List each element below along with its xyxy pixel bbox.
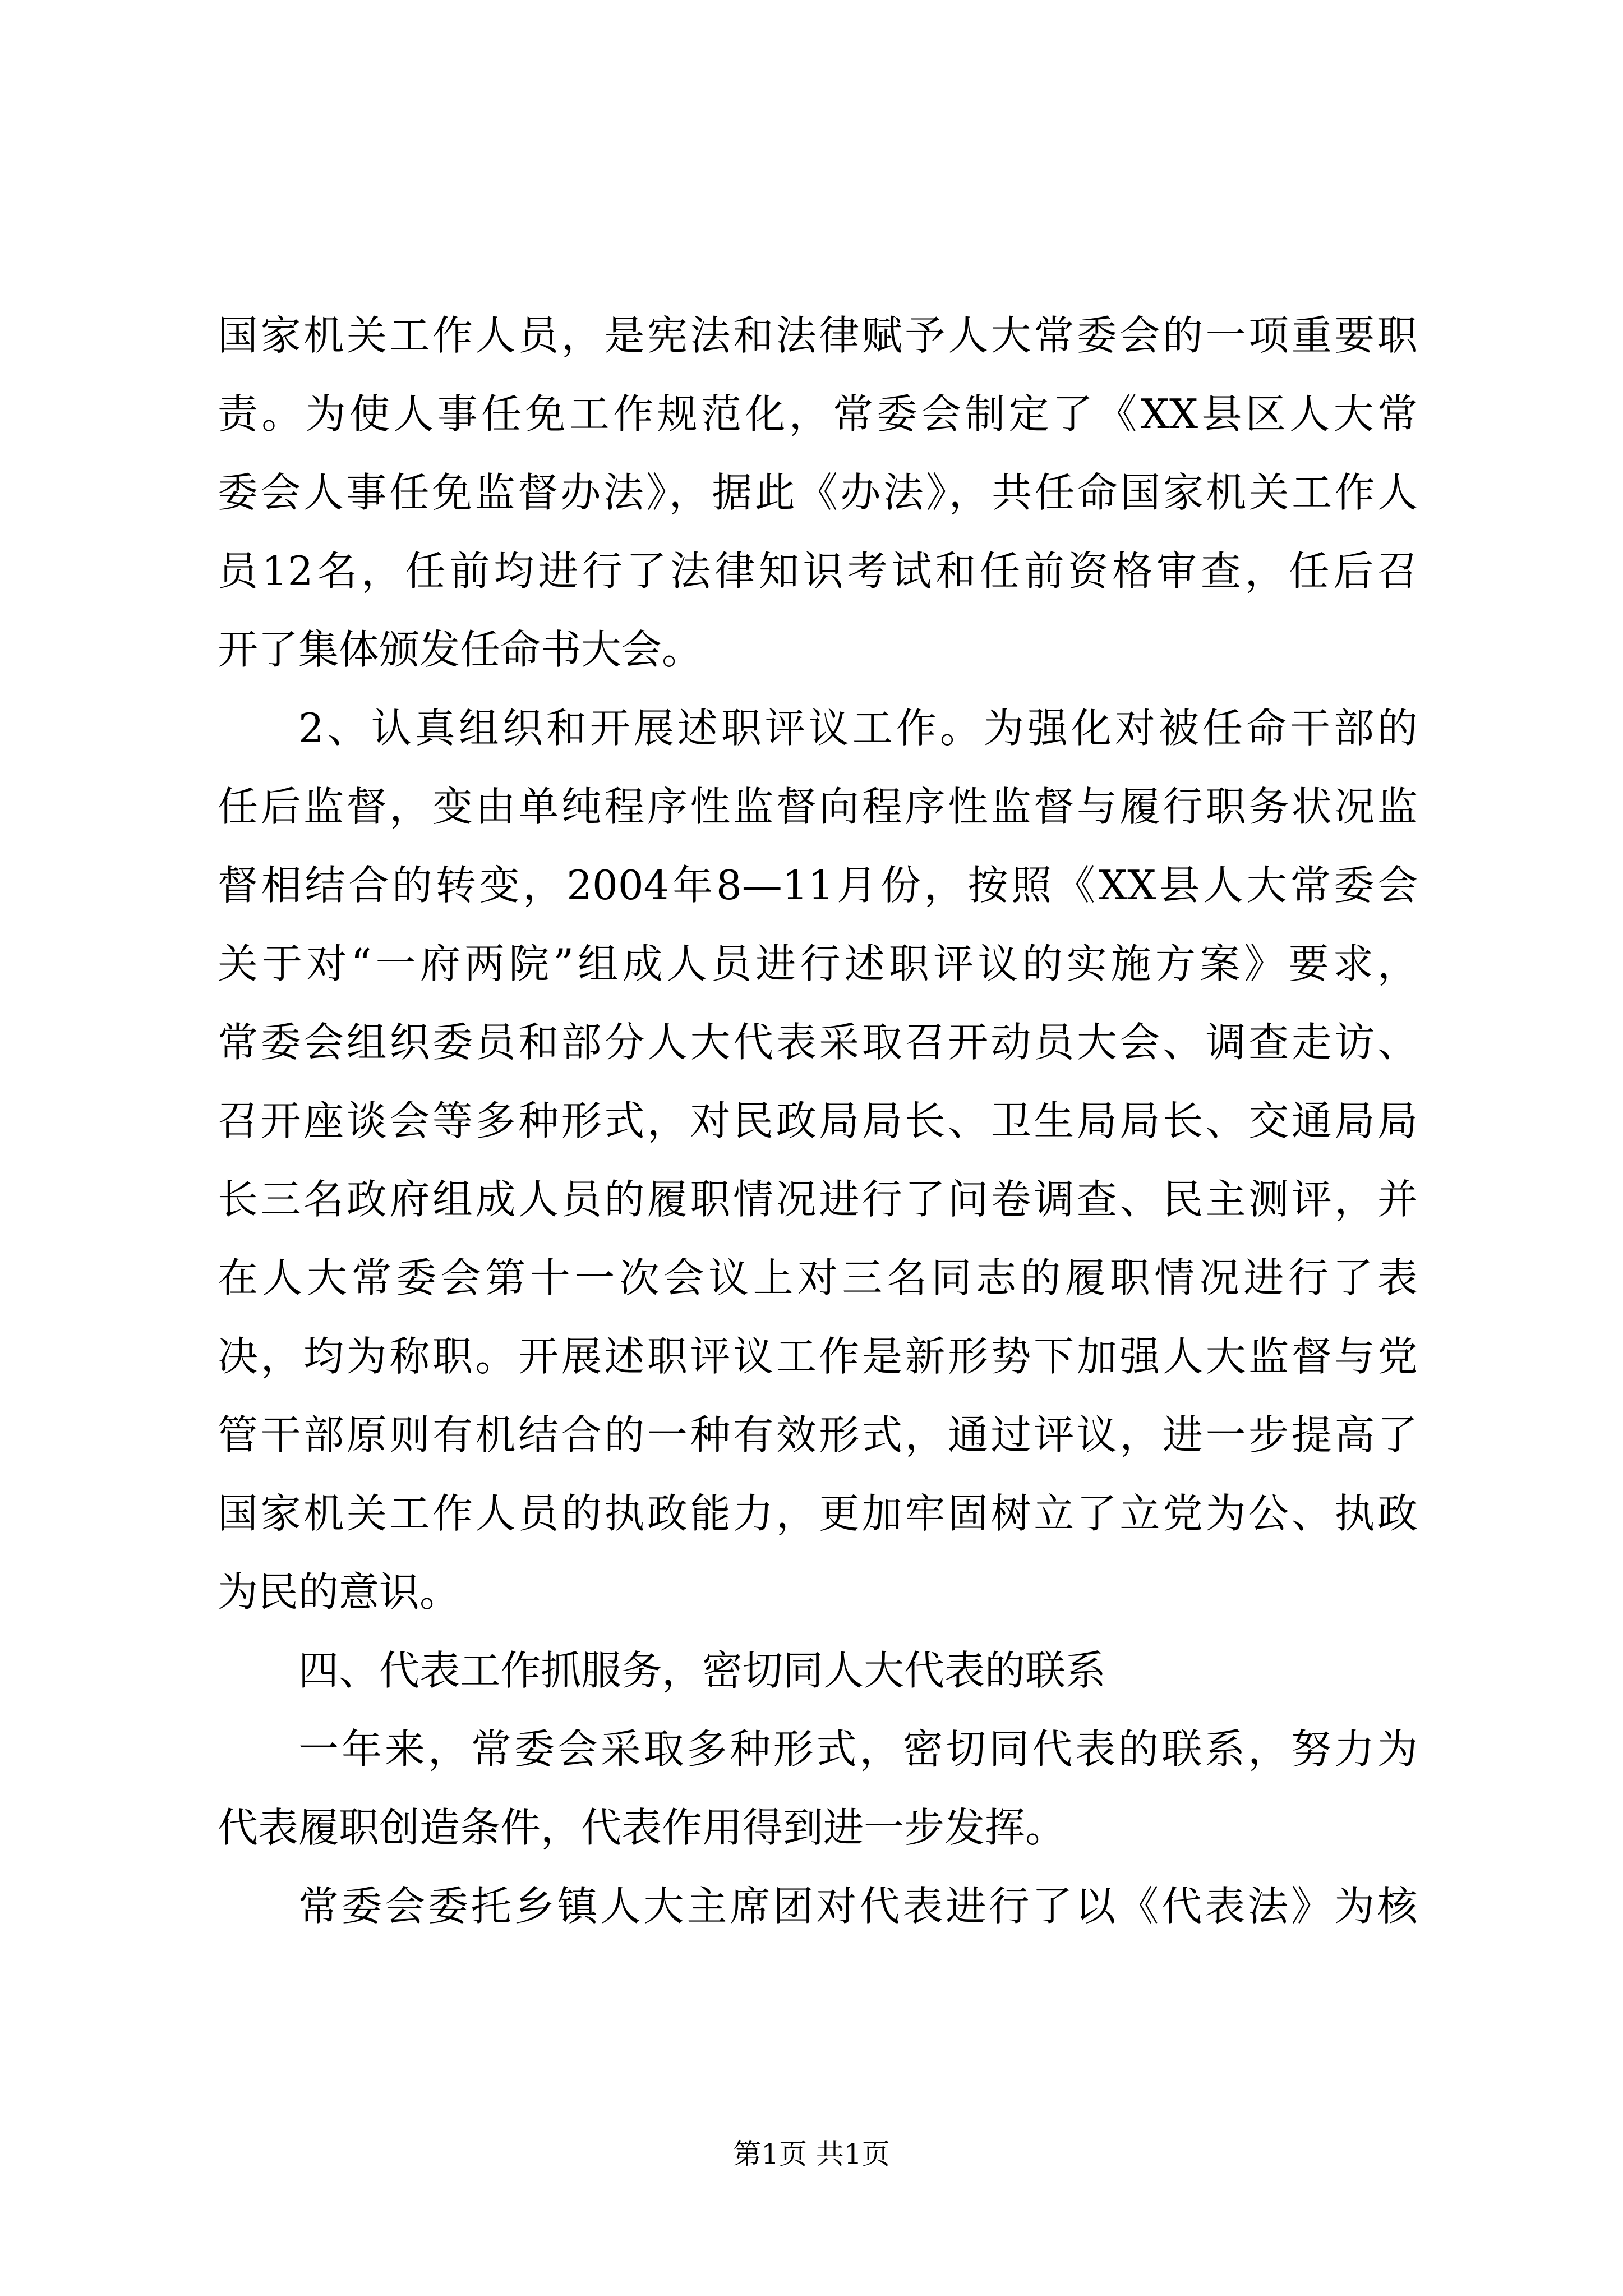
paragraph-line: 在人大常委会第十一次会议上对三名同志的履职情况进行了表 (218, 1254, 1418, 1301)
paragraph-line: 常委会组织委员和部分人大代表采取召开动员大会、调查走访、 (218, 1019, 1418, 1066)
paragraph-line: 员12名，任前均进行了法律知识考试和任前资格审查，任后召 (218, 547, 1418, 595)
paragraph-line: 国家机关工作人员，是宪法和法律赋予人大常委会的一项重要职 (218, 312, 1418, 359)
page-number-label: 第1页 共1页 (733, 2138, 890, 2170)
paragraph-line: 任后监督，变由单纯程序性监督向程序性监督与履行职务状况监 (218, 783, 1418, 830)
document-body (218, 296, 1418, 1945)
paragraph-line: 责。为使人事任免工作规范化，常委会制定了《XX县区人大常 (218, 390, 1418, 438)
paragraph-line: 开了集体颁发任命书大会。 (218, 626, 703, 673)
paragraph-line: 2、认真组织和开展述职评议工作。为强化对被任命干部的 (298, 705, 1418, 752)
paragraph-line: 国家机关工作人员的执政能力，更加牢固树立了立党为公、执政 (218, 1490, 1418, 1537)
paragraph-line: 管干部原则有机结合的一种有效形式，通过评议，进一步提高了 (218, 1411, 1418, 1458)
paragraph-line: 委会人事任免监督办法》，据此《办法》，共任命国家机关工作人 (218, 469, 1418, 516)
paragraph-line: 代表履职创造条件，代表作用得到进一步发挥。 (218, 1804, 1066, 1851)
page-footer (0, 2134, 1623, 2174)
paragraph-line: 召开座谈会等多种形式，对民政局局长、卫生局局长、交通局局 (218, 1097, 1418, 1144)
paragraph-line: 决，均为称职。开展述职评议工作是新形势下加强人大监督与党 (218, 1333, 1418, 1380)
paragraph-line: 督相结合的转变，2004年8—11月份，按照《XX县人大常委会 (218, 862, 1418, 909)
paragraph-line: 关于对“一府两院”组成人员进行述职评议的实施方案》要求， (218, 940, 1418, 987)
paragraph-line: 长三名政府组成人员的履职情况进行了问卷调查、民主测评，并 (218, 1176, 1418, 1223)
paragraph-line: 一年来，常委会采取多种形式，密切同代表的联系，努力为 (298, 1726, 1418, 1773)
section-heading: 四、代表工作抓服务，密切同人大代表的联系 (298, 1647, 1106, 1694)
paragraph-line: 为民的意识。 (218, 1568, 460, 1616)
paragraph-line: 常委会委托乡镇人大主席团对代表进行了以《代表法》为核 (298, 1883, 1418, 1930)
